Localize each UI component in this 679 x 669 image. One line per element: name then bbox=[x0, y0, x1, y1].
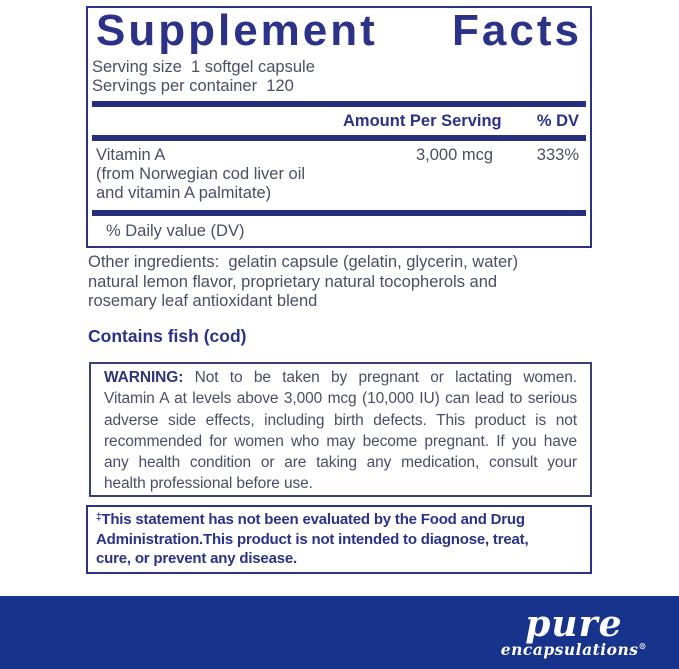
nutrient-dv: 333% bbox=[536, 146, 579, 164]
brand-subname-text: encapsulations bbox=[500, 640, 639, 659]
warning-line-3: adverse side effects, including birth defects. This product is not bbox=[104, 411, 577, 429]
allergen-statement: Contains fish (cod) bbox=[88, 326, 247, 346]
fda-statement-line-1-text: This statement has not been evaluated by the Food and Drug bbox=[101, 511, 525, 528]
other-ingredients bbox=[88, 253, 578, 312]
warning-line-4: recommended for women who may become pregnant. If you have bbox=[104, 432, 577, 450]
nutrient-row-vitamin-a bbox=[88, 146, 590, 203]
header-spacer bbox=[96, 111, 343, 131]
servings-per-container-line: Servings per container 120 bbox=[92, 77, 294, 95]
serving-size-line: Serving size 1 softgel capsule bbox=[92, 58, 315, 76]
dagger-symbol: ‡ bbox=[96, 512, 102, 523]
warning-line-5: any health condition or are taking any medication, consult your bbox=[104, 454, 577, 472]
facts-header-row bbox=[88, 107, 590, 131]
nutrient-source-line-2: and vitamin A palmitate) bbox=[96, 184, 272, 202]
nutrient-name-block bbox=[96, 146, 343, 203]
panel-title-word-1: Supplement bbox=[96, 6, 378, 55]
brand-logo bbox=[500, 603, 647, 659]
divider-bar-middle bbox=[92, 135, 586, 141]
warning-line-6: health professional before use. bbox=[104, 475, 313, 493]
warning-line-1 bbox=[104, 367, 577, 388]
divider-bar-bottom bbox=[92, 210, 586, 216]
registered-trademark-symbol: ® bbox=[638, 641, 647, 651]
brand-subname bbox=[501, 639, 647, 657]
warning-label: WARNING: bbox=[104, 369, 184, 386]
nutrient-amount: 3,000 mcg bbox=[415, 146, 493, 164]
percent-dv-header: % DV bbox=[536, 112, 579, 130]
daily-value-note: % Daily value (DV) bbox=[106, 222, 245, 240]
nutrient-source-line-1: (from Norwegian cod liver oil bbox=[96, 165, 306, 183]
nutrient-name: Vitamin A bbox=[96, 146, 166, 164]
warning-box bbox=[89, 362, 592, 497]
warning-line-1-text: Not to be taken by pregnant or lactating women. bbox=[183, 369, 577, 386]
brand-name: pure bbox=[525, 603, 623, 645]
warning-line-2: Vitamin A at levels above 3,000 mcg (10,000 IU) can lead to serious bbox=[104, 390, 577, 408]
amount-per-serving-header: Amount Per Serving bbox=[343, 112, 502, 130]
fda-statement-line-1 bbox=[96, 508, 582, 530]
brand-band bbox=[0, 596, 679, 669]
other-ingredients-line-3: rosemary leaf antioxidant blend bbox=[88, 292, 318, 310]
fda-statement-line-3: cure, or prevent any disease. bbox=[96, 550, 297, 567]
serving-info bbox=[92, 58, 586, 96]
supplement-facts-panel bbox=[86, 6, 592, 248]
fda-statement-box bbox=[86, 505, 592, 574]
panel-title bbox=[96, 6, 582, 55]
other-ingredients-line-2: natural lemon flavor, proprietary natural tocopherols and bbox=[88, 272, 498, 291]
fda-statement-line-2: Administration.This product is not intended to diagnose, treat, bbox=[96, 530, 529, 548]
panel-title-word-2: Facts bbox=[452, 6, 582, 55]
other-ingredients-line-1: Other ingredients: gelatin capsule (gelatin, glycerin, water) bbox=[88, 253, 519, 271]
